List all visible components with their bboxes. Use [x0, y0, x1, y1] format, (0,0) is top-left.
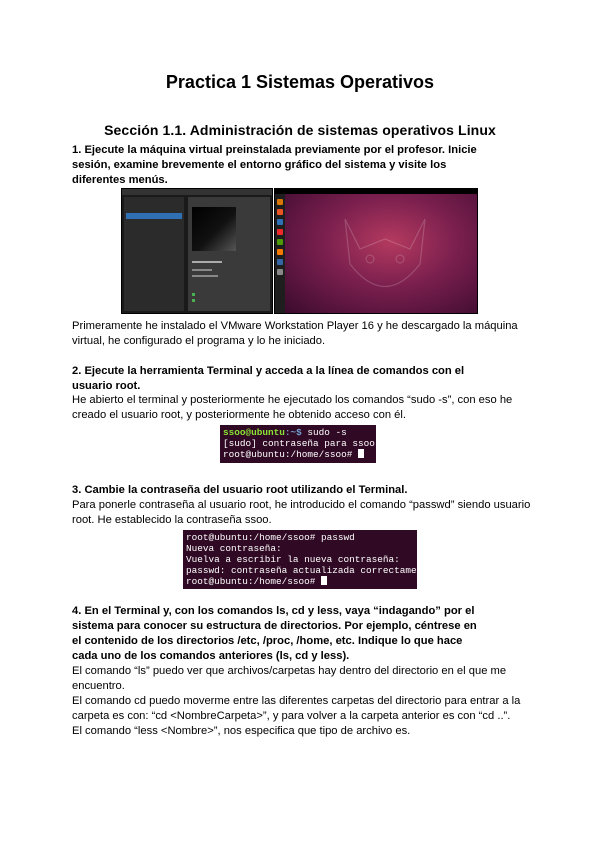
- terminal-cursor: [321, 576, 327, 585]
- question-2: [72, 364, 542, 394]
- question-3: [72, 483, 542, 498]
- question-1-line: 1. Ejecute la máquina virtual preinstalada previamente por el profesor. Inicie: [72, 144, 477, 156]
- terminal-sudo: [220, 425, 381, 463]
- answer-4-line: carpeta es con: “cd <NombreCarpeta>”, y para volver a la carpeta anterior es con “cd ..”.: [72, 710, 511, 722]
- question-1: [72, 143, 542, 188]
- answer-1-line: Primeramente he instalado el VMware Workstation Player 16 y he descargado la máquina: [72, 320, 518, 332]
- terminal-line: root@ubuntu:/home/ssoo#: [223, 449, 353, 460]
- answer-2-line: He abierto el terminal y posteriormente he ejecutado los comandos “sudo -s”, con eso he: [72, 394, 513, 406]
- answer-2-line: creado el usuario root, y posteriormente he obtenido acceso con él.: [72, 409, 406, 421]
- question-3-line: 3. Cambie la contraseña del usuario root utilizando el Terminal.: [72, 484, 408, 496]
- answer-4: [72, 664, 532, 739]
- answer-3: [72, 498, 532, 528]
- section-heading: Sección 1.1. Administración de sistemas operativos Linux: [104, 122, 496, 138]
- vmware-screenshot: [121, 188, 273, 314]
- question-4: [72, 604, 542, 664]
- terminal-line: Nueva contraseña:: [186, 543, 282, 554]
- question-2-line: usuario root.: [72, 380, 141, 392]
- ubuntu-cat-wallpaper-icon: [315, 199, 455, 309]
- answer-4-line: El comando “less <Nombre>”, nos especifica que tipo de archivo es.: [72, 725, 411, 737]
- terminal-line: root@ubuntu:/home/ssoo#: [186, 576, 316, 587]
- terminal-line: passwd: contraseña actualizada correctamente: [186, 565, 434, 576]
- terminal-line: root@ubuntu:/home/ssoo# passwd: [186, 532, 355, 543]
- page-title: Practica 1 Sistemas Operativos: [165, 72, 435, 92]
- answer-4-line: encuentro.: [72, 680, 125, 692]
- terminal-line: Vuelva a escribir la nueva contraseña:: [186, 554, 400, 565]
- answer-3-line: Para ponerle contraseña al usuario root, he introducido el comando “passwd” siendo usuario: [72, 499, 531, 511]
- question-4-line: 4. En el Terminal y, con los comandos ls, cd y less, vaya “indagando” por el: [72, 605, 475, 617]
- terminal-path: :~$: [284, 427, 302, 438]
- question-4-line: cada uno de los comandos anteriores (ls, cd y less).: [72, 650, 350, 662]
- answer-1: [72, 319, 532, 349]
- terminal-command: sudo -s: [301, 427, 347, 438]
- terminal-cursor: [358, 449, 364, 458]
- answer-1-line: virtual, he configurado el programa y lo he iniciado.: [72, 335, 326, 347]
- terminal-passwd: [183, 530, 434, 589]
- answer-4-line: El comando cd puedo moverme entre las diferentes carpetas del directorio para entrar a la: [72, 695, 521, 707]
- answer-3-line: root. He establecido la contraseña ssoo.: [72, 514, 272, 526]
- terminal-user: ssoo@ubuntu: [223, 427, 285, 438]
- question-1-line: diferentes menús.: [72, 174, 168, 186]
- terminal-line: [sudo] contraseña para ssoo:: [223, 438, 381, 449]
- question-2-line: 2. Ejecute la herramienta Terminal y acceda a la línea de comandos con el: [72, 365, 465, 377]
- question-4-line: sistema para conocer su estructura de directorios. Por ejemplo, céntrese en: [72, 620, 477, 632]
- answer-4-line: El comando “ls” puedo ver que archivos/carpetas hay dentro del directorio en el que me: [72, 665, 507, 677]
- answer-2: [72, 393, 532, 423]
- question-1-line: sesión, examine brevemente el entorno gráfico del sistema y visite los: [72, 159, 447, 171]
- ubuntu-desktop-screenshot: [274, 188, 478, 314]
- question-4-line: el contenido de los directorios /etc, /proc, /home, etc. Indique lo que hace: [72, 635, 463, 647]
